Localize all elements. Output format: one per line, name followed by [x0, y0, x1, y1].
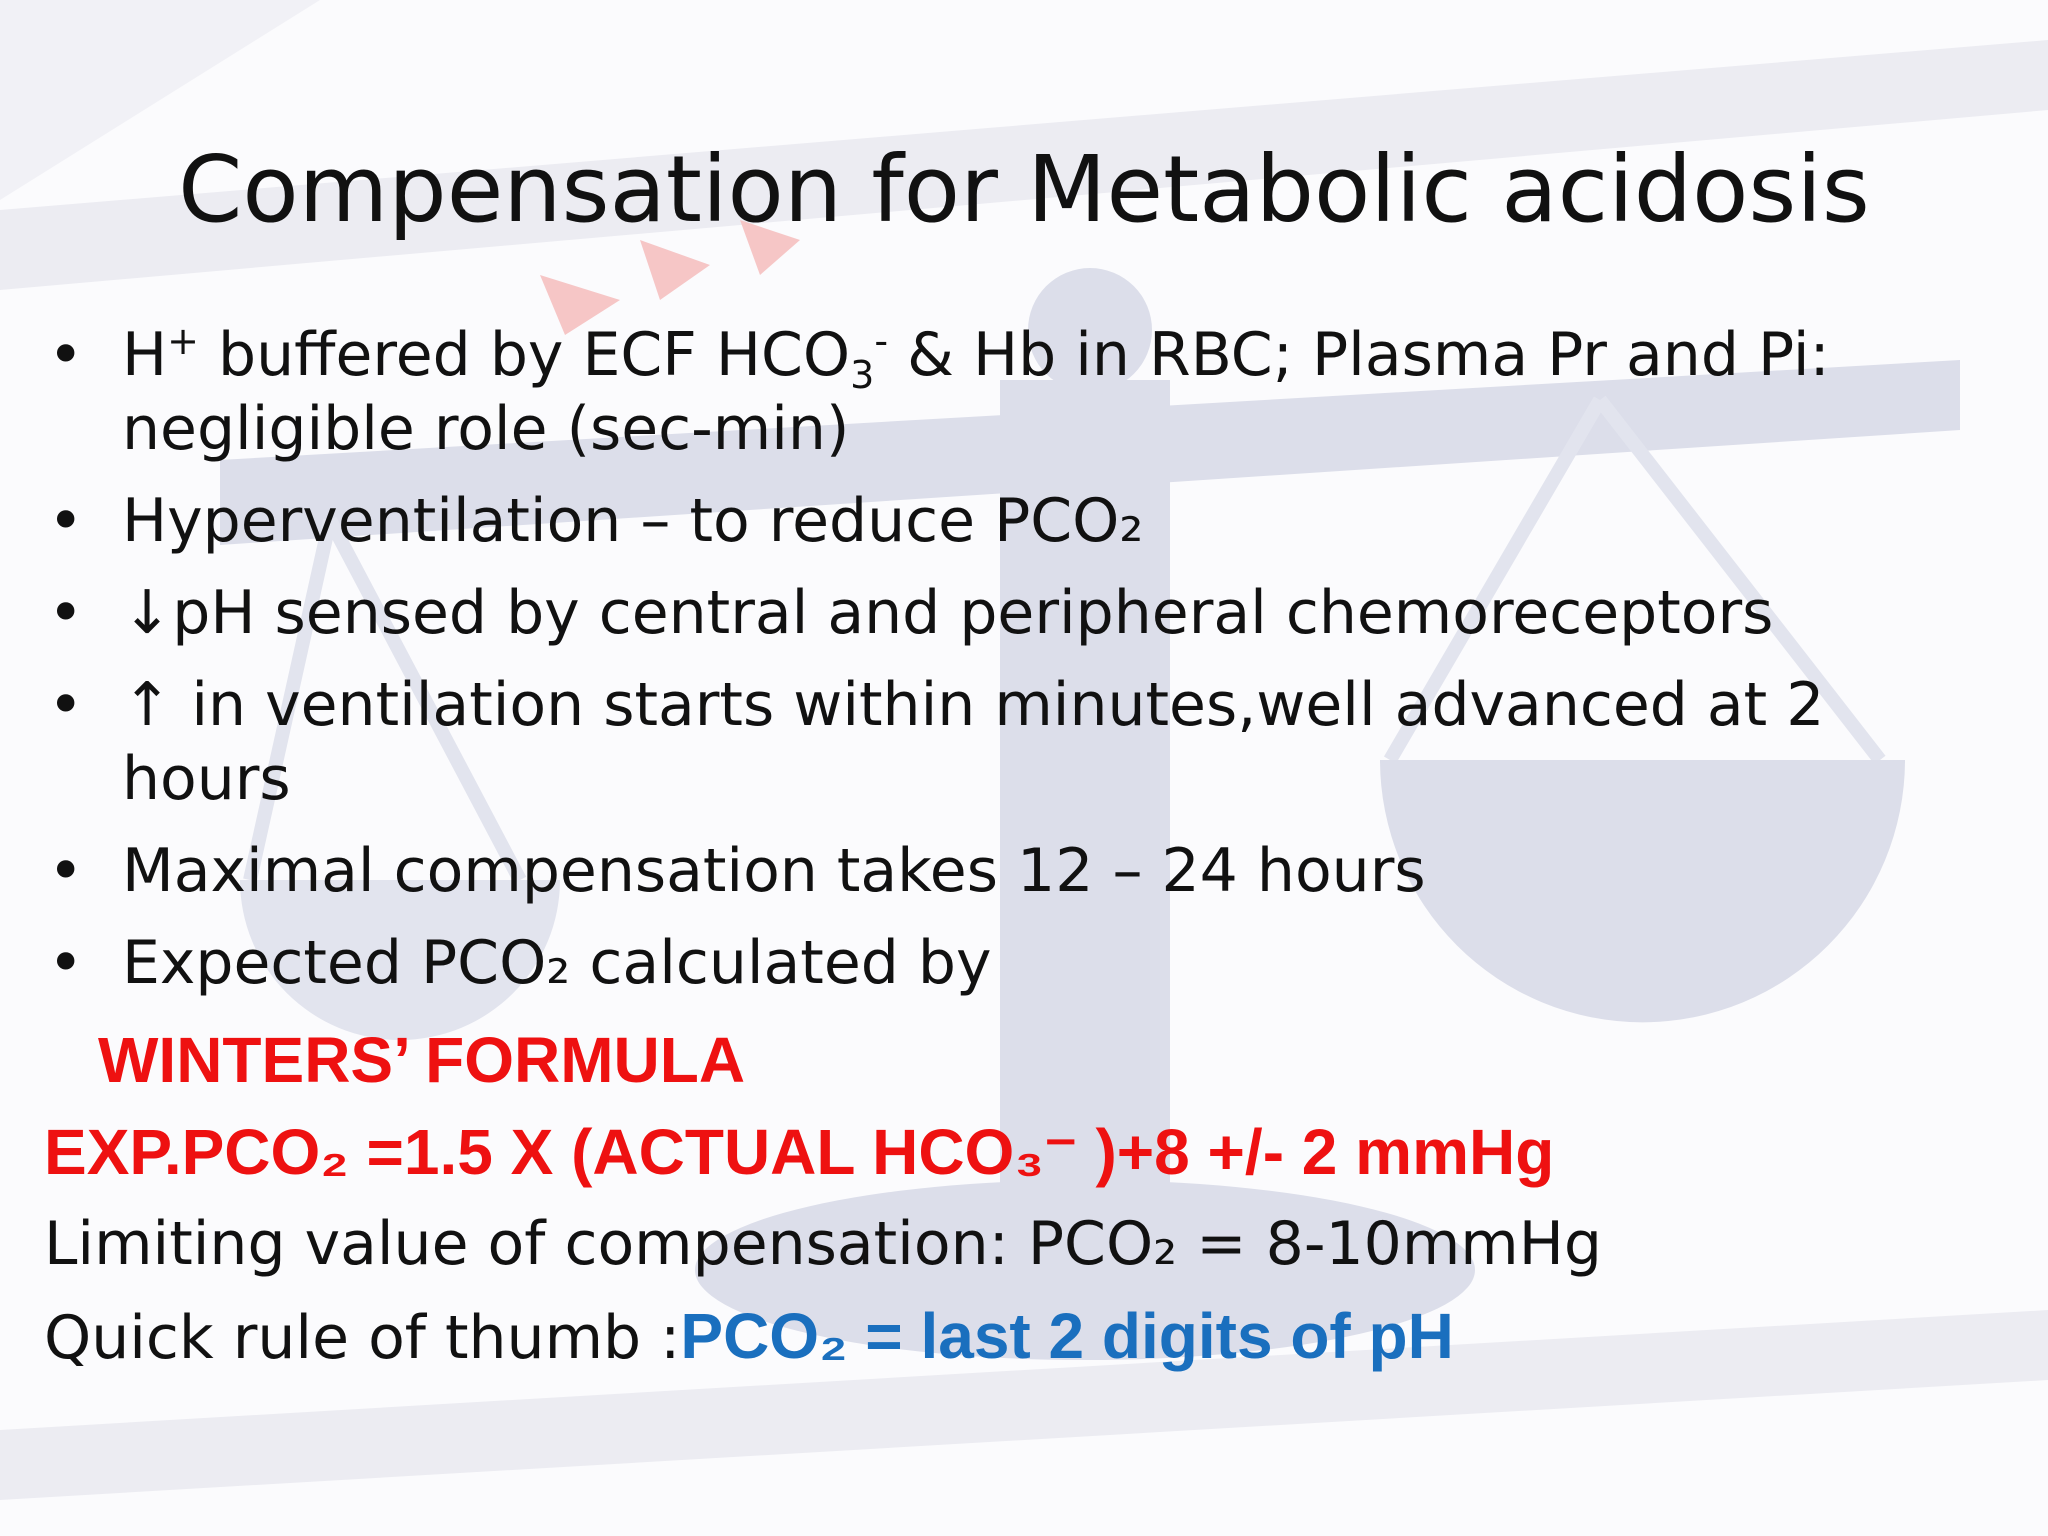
slide-title: Compensation for Metabolic acidosis [178, 136, 1870, 243]
bullet-dot: • [48, 320, 84, 390]
rule-of-thumb-highlight: PCO₂ = last 2 digits of pH [680, 1300, 1454, 1372]
limiting-value-text: Limiting value of compensation: PCO₂ = 8-10mmHg [44, 1209, 1602, 1279]
bullet-item [40, 484, 1990, 558]
bullet-item [40, 926, 1990, 1000]
bullet-text: Hyperventilation – to reduce PCO₂ [122, 486, 1144, 556]
bullet-text: ↑ in ventilation starts within minutes,well advanced at 2 hours [122, 670, 1825, 814]
bullet-item [40, 318, 1990, 466]
bullet-dot: • [48, 486, 84, 556]
rule-of-thumb [44, 1296, 1454, 1378]
bullet-dot: • [48, 578, 84, 648]
bullet-dot: • [48, 836, 84, 906]
bullet-item [40, 834, 1990, 908]
bullet-dot: • [48, 670, 84, 740]
bullet-dot: • [48, 928, 84, 998]
bullet-text: ↓pH sensed by central and peripheral chemoreceptors [122, 578, 1774, 648]
winters-formula: EXP.PCO₂ =1.5 X (ACTUAL HCO₃⁻ )+8 +/- 2 mmHg [44, 1116, 1555, 1188]
formula-heading: WINTERS’ FORMULA [98, 1024, 746, 1096]
bullet-item [40, 668, 1990, 816]
bullet-text: Expected PCO₂ calculated by [122, 928, 992, 998]
bullet-item [40, 576, 1990, 650]
bullet-text: H+ buffered by ECF $HCO_3^-$ & Hb in RBC; Plasma Pr and Pi: negligible role (sec-min) [122, 319, 1830, 464]
bullet-text: Maximal compensation takes 12 – 24 hours [122, 836, 1426, 906]
bullet-list [40, 318, 1990, 1018]
rule-of-thumb-prefix: Quick rule of thumb : [44, 1303, 681, 1373]
